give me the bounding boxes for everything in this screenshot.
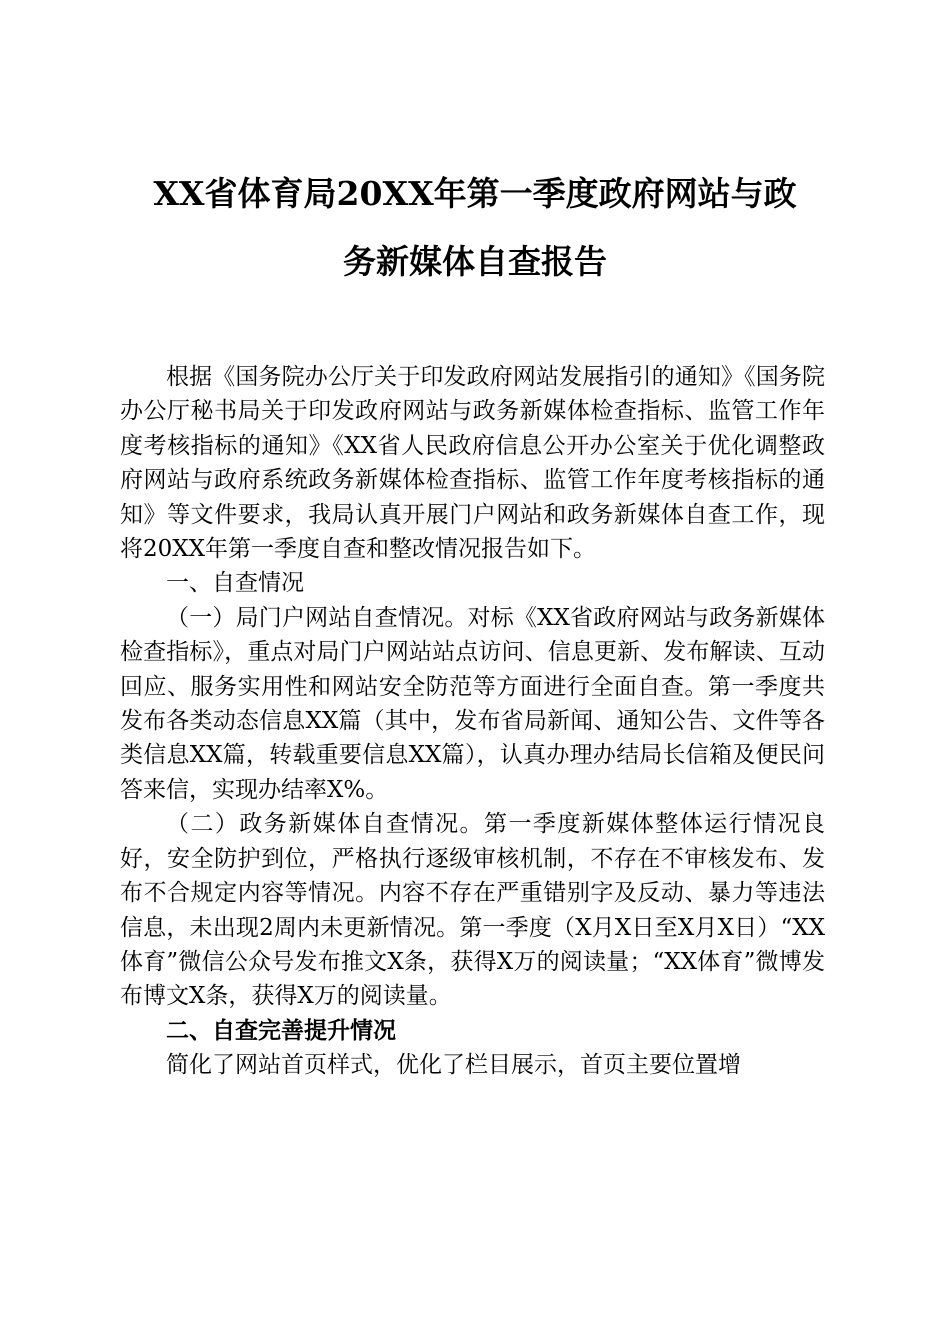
document-title-line-2: 务新媒体自查报告 <box>343 242 607 281</box>
section-1-paragraph-2: （二）政务新媒体自查情况。第一季度新媒体整体运行情况良好，安全防护到位，严格执行逐级审核机制，不存在不审核发布、发布不合规定内容等情况。内容不存在严重错别字及反动、暴力等违法信息，未出现2周内未更新情况。第一季度（X月X日至X月X日）“XX体育”微信公众号发布推文X条，获得X万的阅读量；“XX体育”微博发布博文X条，获得X万的阅读量。 <box>120 811 825 1010</box>
document-body <box>120 360 825 1083</box>
section-2-heading: 二、自查完善提升情况 <box>166 1017 396 1044</box>
section-1-heading: 一、自查情况 <box>166 570 304 597</box>
section-1-paragraph-1: （一）局门户网站自查情况。对标《XX省政府网站与政务新媒体检查指标》，重点对局门户网站站点访问、信息更新、发布解读、互动回应、服务实用性和网站安全防范等方面进行全面自查。第一季度共发布各类动态信息XX篇（其中，发布省局新闻、通知公告、文件等各类信息XX篇，转载重要信息XX篇），认真办理办结局长信箱及便民问答来信，实现办结率X%。 <box>120 604 825 803</box>
intro-paragraph: 根据《国务院办公厅关于印发政府网站发展指引的通知》《国务院办公厅秘书局关于印发政府网站与政务新媒体检查指标、监管工作年度考核指标的通知》《XX省人民政府信息公开办公室关于优化调整政府网站与政府系统政务新媒体检查指标、监管工作年度考核指标的通知》等文件要求，我局认真开展门户网站和政务新媒体自查工作，现将20XX年第一季度自查和整改情况报告如下。 <box>120 364 825 563</box>
section-2-paragraph-1: 简化了网站首页样式，优化了栏目展示，首页主要位置增 <box>166 1052 741 1079</box>
document-title-line-1: XX省体育局20XX年第一季度政府网站与政 <box>153 174 797 213</box>
